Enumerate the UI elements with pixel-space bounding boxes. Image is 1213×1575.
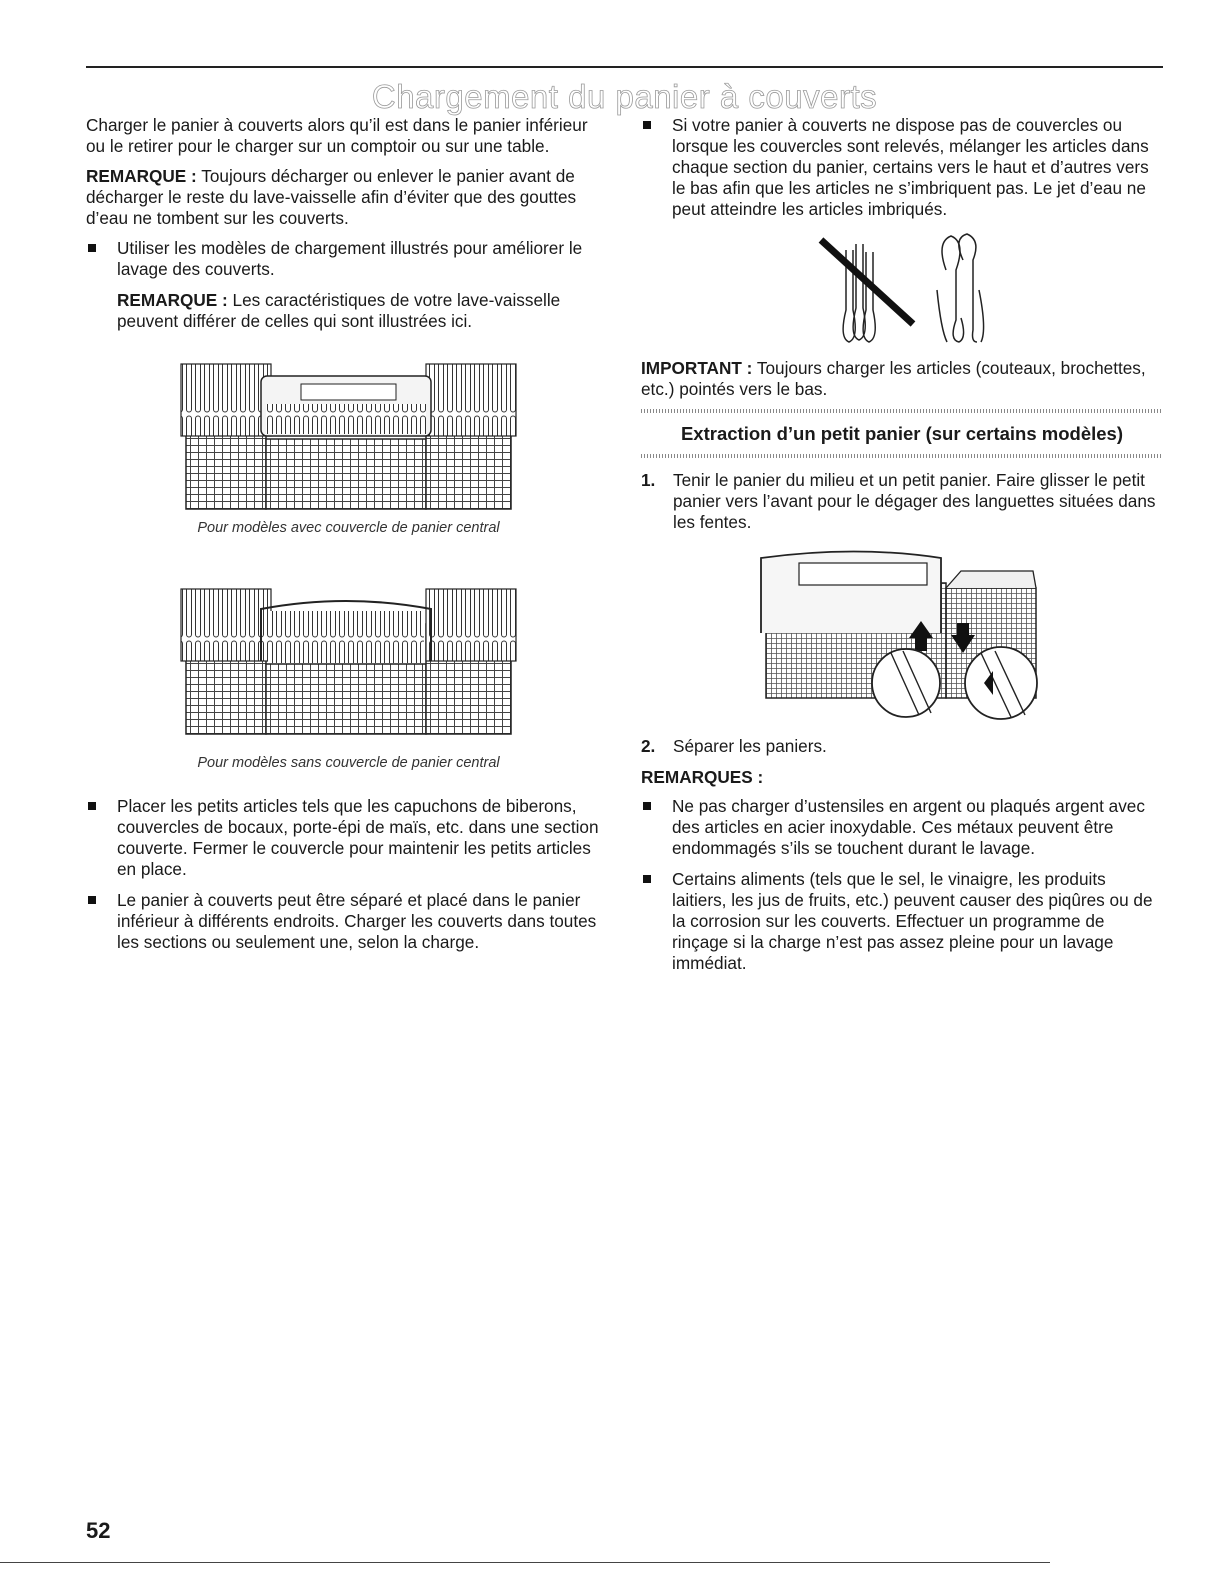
bullet-square-icon (88, 244, 96, 252)
step-number: 1. (641, 470, 656, 490)
bullet-square-icon (643, 121, 651, 129)
left-column (86, 115, 611, 963)
note-text: Toujours décharger ou enlever le panier avant de décharger le reste du lave-vaisselle afin d’éviter que des gouttes d’eau ne tombent sur les couverts. (86, 166, 577, 228)
step-number: 2. (641, 736, 656, 756)
step-item (641, 470, 1163, 533)
bullet-item (86, 796, 611, 880)
bullet-item (641, 115, 1163, 220)
note-paragraph (86, 166, 611, 229)
bullet-text: Certains aliments (tels que le sel, le vinaigre, les produits laitiers, les jus de fruits, etc.) peuvent causer des piqûres ou de la corrosion sur les couverts. Effectuer un programme de rinçage si la charge n’est pas assez pleine pour un lavage immédiat. (672, 869, 1153, 973)
bullet-text: Le panier à couverts peut être séparé et placé dans le panier inférieur à différents endroits. Charger les couverts dans toutes les sections ou seulement une, selon la charge. (117, 890, 597, 952)
step-text: Tenir le panier du milieu et un petit panier. Faire glisser le petit panier vers l’avant pour le dégager des languettes situées dans les fentes. (673, 470, 1156, 532)
top-rule (86, 66, 1163, 68)
page-title: Chargement du panier à couverts (371, 78, 878, 115)
bullet-item (86, 238, 611, 280)
important-paragraph (641, 358, 1163, 400)
basket-with-cover-figure (86, 354, 611, 514)
figure-caption: Pour modèles avec couvercle de panier central (197, 520, 500, 536)
note-label: REMARQUE : (117, 290, 228, 310)
important-label: IMPORTANT : (641, 358, 753, 378)
bullet-square-icon (88, 896, 96, 904)
bullet-text: Ne pas charger d’ustensiles en argent ou plaqués argent avec des articles en acier inoxydable. Ces métaux peuvent être endommagés s’ils se touchent durant le lavage. (672, 796, 1145, 858)
bullet-text: Utiliser les modèles de chargement illustrés pour améliorer le lavage des couverts. (117, 238, 583, 279)
section-heading: Extraction d’un petit panier (sur certains modèles) (680, 423, 1124, 444)
bullet-item (641, 796, 1163, 859)
remarks-heading: REMARQUES : (641, 767, 764, 787)
bullet-text: Si votre panier à couverts ne dispose pas de couvercles ou lorsque les couvercles sont relevés, mélanger les articles dans chaque section du panier, certains vers le haut et d’autres vers le bas afin que les articles ne s’imbriquent pas. Le jet d’eau ne peut atteindre les articles imbriqués. (672, 115, 1149, 219)
bullet-square-icon (643, 875, 651, 883)
figure-caption: Pour modèles sans couvercle de panier central (197, 755, 500, 771)
bullet-item (641, 869, 1163, 974)
note-paragraph-indented (86, 290, 611, 332)
bullet-square-icon (643, 802, 651, 810)
basket-without-cover-figure (86, 579, 611, 739)
section-divider (641, 409, 1163, 413)
page-number: 52 (86, 1518, 111, 1543)
intro-paragraph: Charger le panier à couverts alors qu’il est dans le panier inférieur ou le retirer pour le charger sur un comptoir ou sur une table. (86, 115, 588, 156)
step-item (641, 736, 1163, 757)
bullet-item (86, 890, 611, 953)
note-label: REMARQUE : (86, 166, 197, 186)
important-text: Toujours charger les articles (couteaux, brochettes, etc.) pointés vers le bas. (641, 358, 1146, 399)
right-column (641, 115, 1163, 984)
bottom-rule (0, 1562, 1050, 1563)
nesting-utensils-figure (641, 230, 1163, 350)
note-text: Les caractéristiques de votre lave-vaisselle peuvent différer de celles qui sont illustrées ici. (117, 290, 561, 331)
bullet-text: Placer les petits articles tels que les capuchons de biberons, couvercles de bocaux, porte-épi de maïs, etc. dans une section couverte. Fermer le couvercle pour maintenir les petits articles en place. (117, 796, 599, 879)
section-divider (641, 454, 1163, 458)
step-text: Séparer les paniers. (673, 736, 827, 756)
basket-separation-figure (641, 543, 1163, 728)
bullet-square-icon (88, 802, 96, 810)
